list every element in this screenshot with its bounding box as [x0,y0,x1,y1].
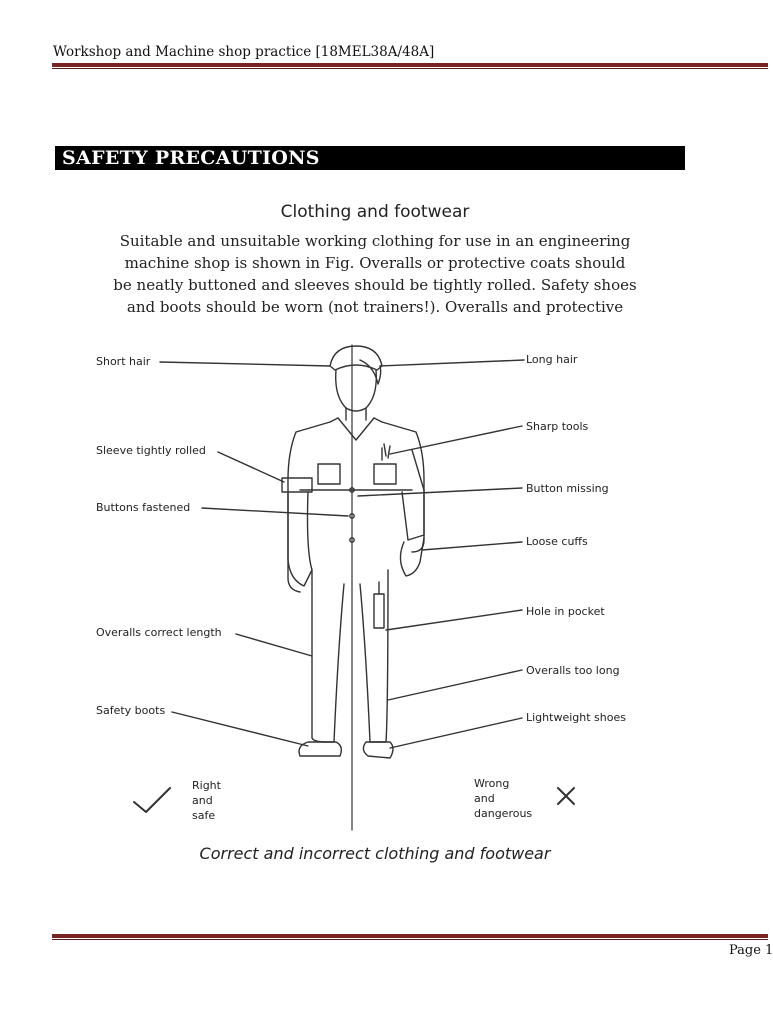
mark-word: safe [192,809,216,822]
wrong-and-dangerous-text [474,776,532,821]
label-hole-in-pocket: Hole in pocket [526,605,605,618]
label-sharp-tools: Sharp tools [526,420,589,433]
label-long-hair: Long hair [526,353,578,366]
section-heading-bar [55,146,685,170]
footer-rule-thin [52,939,768,940]
right-and-safe-text [192,778,221,823]
paragraph-line: machine shop is shown in Fig. Overalls or protective coats should [124,254,626,272]
page-number: Page 1 [729,943,773,958]
mark-word: Wrong [474,777,510,790]
paragraph-line: Suitable and unsuitable working clothing for use in an engineering [119,232,631,250]
mark-word: dangerous [474,807,533,820]
mark-word: and [474,792,495,805]
label-short-hair: Short hair [96,355,151,368]
label-overalls-too-long: Overalls too long [526,664,620,677]
clothing-figure [90,190,660,880]
header-rule-thin [52,68,768,69]
mark-word: Right [192,779,221,792]
label-sleeve-rolled: Sleeve tightly rolled [96,444,206,457]
paragraph-line: be neatly buttoned and sleeves should be tightly rolled. Safety shoes [113,276,637,294]
label-buttons-fastened: Buttons fastened [96,501,191,514]
label-lightweight-shoes: Lightweight shoes [526,711,626,724]
figure-title: Clothing and footwear [280,202,470,222]
label-loose-cuffs: Loose cuffs [526,535,588,548]
label-button-missing: Button missing [526,482,609,495]
section-title: SAFETY PRECAUTIONS [62,147,320,169]
mark-word: and [192,794,213,807]
label-safety-boots: Safety boots [96,704,166,717]
label-overalls-correct: Overalls correct length [96,626,222,639]
figure-caption: Correct and incorrect clothing and footwear [199,844,551,863]
header-rule [52,63,768,67]
running-header: Workshop and Machine shop practice [18MEL38A/48A] [53,44,435,60]
footer-rule [52,934,768,938]
paragraph-line: and boots should be worn (not trainers!). Overalls and protective [126,298,624,316]
